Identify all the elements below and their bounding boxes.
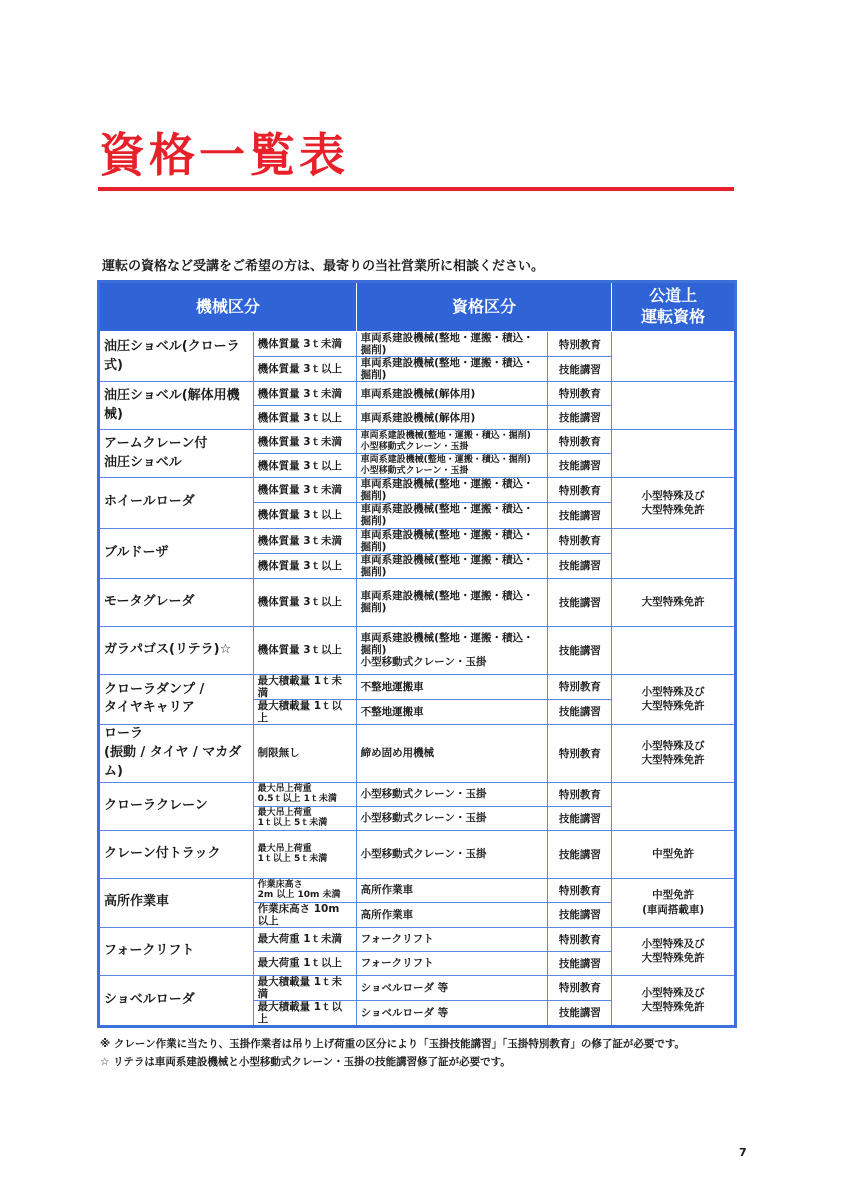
course-type-cell: 特別教育 [548, 382, 612, 406]
condition-cell: 最大積載量 1ｔ未満 [253, 975, 356, 1000]
qualification-cell: 車両系建設機械(整地・運搬・積込・掘削) 小型移動式クレーン・玉掛 [356, 454, 548, 478]
condition-cell: 機体質量 3ｔ以上 [253, 626, 356, 674]
qualification-cell: 車両系建設機械(整地・運搬・積込・掘削) [356, 553, 548, 578]
machine-cell: クレーン付トラック [99, 830, 254, 878]
course-type-cell: 技能講習 [548, 830, 612, 878]
condition-cell: 作業床高さ 10m 以上 [253, 902, 356, 927]
course-type-cell: 技能講習 [548, 626, 612, 674]
condition-cell: 最大荷重 1ｔ以上 [253, 951, 356, 975]
course-type-cell: 技能講習 [548, 699, 612, 724]
license-cell: 小型特殊及び 大型特殊免許 [612, 725, 736, 783]
table-row [99, 578, 736, 626]
table-row [99, 674, 736, 699]
license-cell: 中型免許 [612, 830, 736, 878]
qualification-cell: フォークリフト [356, 951, 548, 975]
header-qualification: 資格区分 [356, 282, 612, 332]
qualification-cell: 車両系建設機械(整地・運搬・積込・掘削) [356, 578, 548, 626]
condition-cell: 機体質量 3ｔ未満 [253, 332, 356, 357]
qualification-cell: 車両系建設機械(整地・運搬・積込・掘削) [356, 503, 548, 528]
course-type-cell: 技能講習 [548, 503, 612, 528]
qualification-cell: 高所作業車 [356, 902, 548, 927]
table-row [99, 975, 736, 1000]
condition-cell: 機体質量 3ｔ未満 [253, 478, 356, 503]
intro-text: 運転の資格など受講をご希望の方は、最寄りの当社営業所に相談ください。 [102, 259, 545, 274]
machine-cell: アームクレーン付 油圧ショベル [99, 430, 254, 478]
license-cell [612, 382, 736, 430]
machine-cell: ローラ (振動 / タイヤ / マカダム) [99, 725, 254, 783]
condition-cell: 機体質量 3ｔ未満 [253, 528, 356, 553]
course-type-cell: 技能講習 [548, 406, 612, 430]
table-body [99, 332, 736, 1027]
course-type-cell: 特別教育 [548, 332, 612, 357]
course-type-cell: 特別教育 [548, 478, 612, 503]
course-type-cell: 特別教育 [548, 927, 612, 951]
license-cell: 小型特殊及び 大型特殊免許 [612, 927, 736, 975]
table-header-row [99, 282, 736, 332]
table-row [99, 478, 736, 503]
machine-cell: クローラクレーン [99, 782, 254, 830]
qualification-cell: ショベルローダ 等 [356, 1000, 548, 1026]
table-row [99, 725, 736, 783]
condition-cell: 機体質量 3ｔ未満 [253, 382, 356, 406]
machine-cell: ホイールローダ [99, 478, 254, 528]
footnote-crane: ※ クレーン作業に当たり、玉掛作業者は吊り上げ荷重の区分により「玉掛技能講習」「玉掛特別教育」の修了証が必要です。 [100, 1038, 686, 1050]
condition-cell: 最大積載量 1ｔ以上 [253, 1000, 356, 1026]
table-row [99, 430, 736, 454]
table-row [99, 830, 736, 878]
qualification-cell: 車両系建設機械(整地・運搬・積込・掘削) 小型移動式クレーン・玉掛 [356, 430, 548, 454]
qualification-cell: 車両系建設機械(整地・運搬・積込・掘削) [356, 357, 548, 382]
qualification-cell: 車両系建設機械(整地・運搬・積込・掘削) [356, 528, 548, 553]
machine-cell: モータグレーダ [99, 578, 254, 626]
license-cell: 中型免許 (車両搭載車) [612, 878, 736, 927]
condition-cell: 最大荷重 1ｔ未満 [253, 927, 356, 951]
qualification-cell: 車両系建設機械(解体用) [356, 406, 548, 430]
qualification-cell: 締め固め用機械 [356, 725, 548, 783]
license-cell: 大型特殊免許 [612, 578, 736, 626]
license-cell [612, 332, 736, 382]
course-type-cell: 技能講習 [548, 454, 612, 478]
license-cell: 小型特殊及び 大型特殊免許 [612, 478, 736, 528]
table-row [99, 878, 736, 902]
course-type-cell: 特別教育 [548, 430, 612, 454]
condition-cell: 制限無し [253, 725, 356, 783]
license-cell [612, 528, 736, 578]
course-type-cell: 特別教育 [548, 528, 612, 553]
course-type-cell: 特別教育 [548, 782, 612, 806]
condition-cell: 最大積載量 1ｔ以上 [253, 699, 356, 724]
qualification-cell: 小型移動式クレーン・玉掛 [356, 782, 548, 806]
qualification-cell: 車両系建設機械(解体用) [356, 382, 548, 406]
footnote-litera: ☆ リテラは車両系建設機械と小型移動式クレーン・玉掛の技能講習修了証が必要です。 [100, 1055, 511, 1068]
license-cell [612, 626, 736, 674]
license-cell: 小型特殊及び 大型特殊免許 [612, 674, 736, 724]
qualification-cell: ショベルローダ 等 [356, 975, 548, 1000]
condition-cell: 最大吊上荷重 1ｔ以上 5ｔ未満 [253, 830, 356, 878]
qualification-cell: 車両系建設機械(整地・運搬・積込・掘削) [356, 478, 548, 503]
course-type-cell: 特別教育 [548, 975, 612, 1000]
qualification-cell: 不整地運搬車 [356, 674, 548, 699]
condition-cell: 機体質量 3ｔ未満 [253, 430, 356, 454]
table-row [99, 927, 736, 951]
machine-cell: ショベルローダ [99, 975, 254, 1026]
course-type-cell: 技能講習 [548, 1000, 612, 1026]
course-type-cell: 特別教育 [548, 725, 612, 783]
condition-cell: 機体質量 3ｔ以上 [253, 503, 356, 528]
license-cell [612, 782, 736, 830]
table-row [99, 528, 736, 553]
condition-cell: 最大吊上荷重 0.5ｔ以上 1ｔ未満 [253, 782, 356, 806]
qualification-cell: 車両系建設機械(整地・運搬・積込・掘削) [356, 332, 548, 357]
condition-cell: 機体質量 3ｔ以上 [253, 357, 356, 382]
condition-cell: 最大吊上荷重 1ｔ以上 5ｔ未満 [253, 806, 356, 830]
machine-cell: 油圧ショベル(クローラ式) [99, 332, 254, 382]
course-type-cell: 技能講習 [548, 806, 612, 830]
condition-cell: 機体質量 3ｔ以上 [253, 406, 356, 430]
machine-cell: ガラパゴス(リテラ)☆ [99, 626, 254, 674]
header-machine: 機械区分 [99, 282, 357, 332]
table-row [99, 626, 736, 674]
machine-cell: フォークリフト [99, 927, 254, 975]
qualification-cell: フォークリフト [356, 927, 548, 951]
condition-cell: 作業床高さ 2m 以上 10m 未満 [253, 878, 356, 902]
license-cell: 小型特殊及び 大型特殊免許 [612, 975, 736, 1026]
condition-cell: 機体質量 3ｔ以上 [253, 553, 356, 578]
qualification-cell: 車両系建設機械(整地・運搬・積込・掘削) 小型移動式クレーン・玉掛 [356, 626, 548, 674]
page-number: 7 [739, 1146, 747, 1159]
page-title: 資格一覧表 [99, 128, 349, 182]
course-type-cell: 特別教育 [548, 878, 612, 902]
machine-cell: 高所作業車 [99, 878, 254, 927]
course-type-cell: 技能講習 [548, 357, 612, 382]
table-row [99, 782, 736, 806]
table-row [99, 332, 736, 357]
qualification-table [97, 280, 737, 1028]
qualification-cell: 高所作業車 [356, 878, 548, 902]
footnotes [100, 1036, 685, 1072]
course-type-cell: 技能講習 [548, 902, 612, 927]
course-type-cell: 特別教育 [548, 674, 612, 699]
title-rule [98, 187, 734, 191]
qualification-cell: 小型移動式クレーン・玉掛 [356, 830, 548, 878]
condition-cell: 機体質量 3ｔ以上 [253, 578, 356, 626]
course-type-cell: 技能講習 [548, 578, 612, 626]
header-license: 公道上 運転資格 [612, 282, 736, 332]
condition-cell: 機体質量 3ｔ以上 [253, 454, 356, 478]
condition-cell: 最大積載量 1ｔ未満 [253, 674, 356, 699]
license-cell [612, 430, 736, 478]
table-row [99, 382, 736, 406]
qualification-cell: 不整地運搬車 [356, 699, 548, 724]
course-type-cell: 技能講習 [548, 951, 612, 975]
qualification-cell: 小型移動式クレーン・玉掛 [356, 806, 548, 830]
course-type-cell: 技能講習 [548, 553, 612, 578]
machine-cell: ブルドーザ [99, 528, 254, 578]
machine-cell: 油圧ショベル(解体用機械) [99, 382, 254, 430]
machine-cell: クローラダンプ / タイヤキャリア [99, 674, 254, 724]
